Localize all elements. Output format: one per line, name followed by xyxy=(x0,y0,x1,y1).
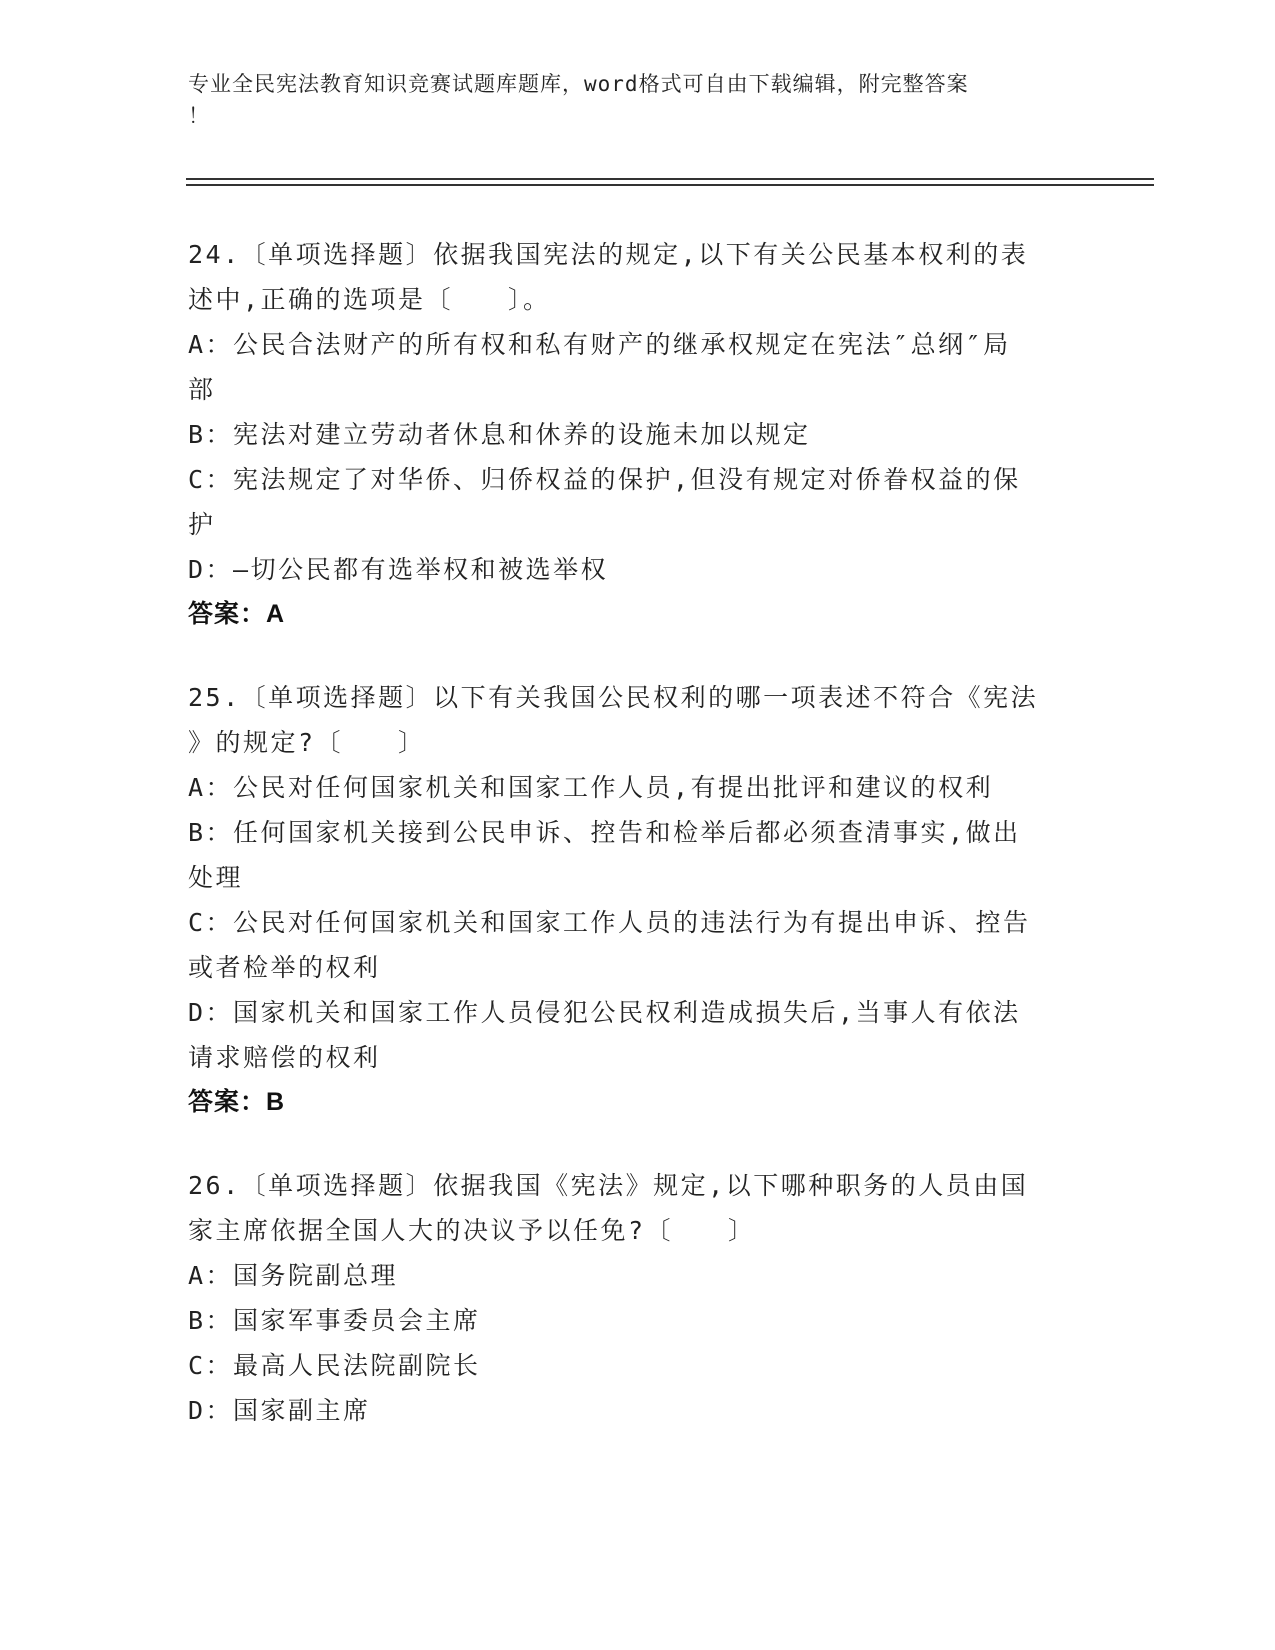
question-25-option-d: D：国家机关和国家工作人员侵犯公民权利造成损失后,当事人有依法 xyxy=(188,998,1021,1027)
header-divider-top xyxy=(186,178,1154,180)
question-26-stem-line-2: 家主席依据全国人大的决议予以任免?〔 〕 xyxy=(188,1216,756,1245)
question-24-answer: 答案：A xyxy=(188,600,286,628)
question-25-answer: 答案：B xyxy=(188,1088,286,1116)
question-24-option-a-cont: 部 xyxy=(188,375,216,404)
question-25-option-d-cont: 请求赔偿的权利 xyxy=(188,1043,381,1072)
question-24-option-d: D：—切公民都有选举权和被选举权 xyxy=(188,555,609,584)
question-24-stem-line-1: 24.〔单项选择题〕依据我国宪法的规定,以下有关公民基本权利的表 xyxy=(188,240,1029,269)
header-line-1: 专业全民宪法教育知识竞赛试题库题库，word格式可自由下载编辑，附完整答案 xyxy=(188,72,969,96)
question-26-option-a: A：国务院副总理 xyxy=(188,1261,399,1290)
question-26-option-b: B：国家军事委员会主席 xyxy=(188,1306,481,1335)
question-25-stem-line-1: 25.〔单项选择题〕以下有关我国公民权利的哪一项表述不符合《宪法 xyxy=(188,683,1039,712)
question-24-option-b: B：宪法对建立劳动者休息和休养的设施未加以规定 xyxy=(188,420,811,449)
question-24-option-c: C：宪法规定了对华侨、归侨权益的保护,但没有规定对侨眷权益的保 xyxy=(188,465,1021,494)
document-header xyxy=(188,68,1088,132)
question-24-option-c-cont: 护 xyxy=(188,510,216,539)
question-25-option-a: A：公民对任何国家机关和国家工作人员,有提出批评和建议的权利 xyxy=(188,773,994,802)
question-25-option-b-cont: 处理 xyxy=(188,863,244,892)
question-25-option-b: B：任何国家机关接到公民申诉、控告和检举后都必须查清事实,做出 xyxy=(188,818,1021,847)
question-26-option-d: D：国家副主席 xyxy=(188,1396,371,1425)
question-25-option-c-cont: 或者检举的权利 xyxy=(188,953,381,982)
question-24-stem-line-2: 述中,正确的选项是〔 〕。 xyxy=(188,285,551,314)
question-25-stem-line-2: 》的规定?〔 〕 xyxy=(188,728,426,757)
question-26-stem-line-1: 26.〔单项选择题〕依据我国《宪法》规定,以下哪种职务的人员由国 xyxy=(188,1171,1029,1200)
question-26 xyxy=(188,1163,1088,1433)
question-25-option-c: C：公民对任何国家机关和国家工作人员的违法行为有提出申诉、控告 xyxy=(188,908,1031,937)
header-line-2: ！ xyxy=(188,104,210,128)
question-list xyxy=(188,232,1088,1471)
question-25 xyxy=(188,675,1088,1125)
header-divider-bottom xyxy=(186,184,1154,186)
question-24-option-a: A：公民合法财产的所有权和私有财产的继承权规定在宪法″总纲″局 xyxy=(188,330,1011,359)
question-24 xyxy=(188,232,1088,637)
question-26-option-c: C：最高人民法院副院长 xyxy=(188,1351,481,1380)
